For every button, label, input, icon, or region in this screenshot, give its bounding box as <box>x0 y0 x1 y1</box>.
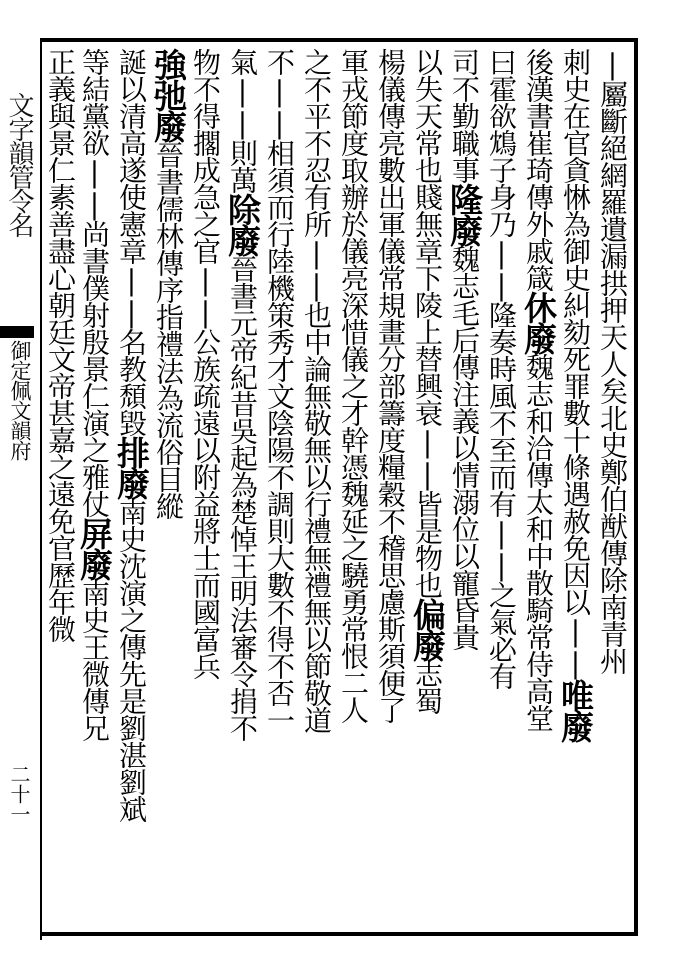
column-text: 物不得擱成 <box>189 48 222 183</box>
column-text: 之不平不忍有所||也中論無敬無以行禮無禮無以節敬道 <box>300 48 333 733</box>
text-column-8 <box>335 48 371 926</box>
column-text: 誕以清高遂使憲章||名教頹毀 <box>115 48 148 436</box>
column-text: 不||相須而行陸機策秀才文陰陽不調則大數不得不否一 <box>263 48 296 733</box>
column-text: 司不勤職事 <box>448 48 481 183</box>
text-column-4 <box>483 48 519 926</box>
column-text: 遠免官歷年微 <box>44 480 77 642</box>
text-column-12 <box>187 48 223 926</box>
page-number: 二十一 <box>7 764 31 824</box>
fishtail-mark <box>0 326 34 338</box>
column-text: 以失天常也 <box>411 48 444 183</box>
entry-heading: 強弛廢 <box>149 48 188 141</box>
entry-heading: 除廢 <box>223 193 262 255</box>
text-column-7 <box>372 48 408 926</box>
column-text: 晉書儒林傳序指禮法為流俗目縱 <box>152 141 185 519</box>
right-border <box>634 38 638 936</box>
column-text: 急之官||公族疏遠以附益將士而國富兵 <box>189 183 222 679</box>
text-column-1 <box>594 48 630 926</box>
column-text: 楊儀傳亮數出軍儀常規畫分部籌度糧穀不稽思慮斯須便了 <box>374 48 407 723</box>
text-column-16 <box>76 48 112 926</box>
entry-heading: 唯廢 <box>556 679 595 741</box>
text-column-2 <box>557 48 593 926</box>
page-margin <box>0 40 42 940</box>
column-text: 氣||則萬 <box>226 48 259 193</box>
entry-heading: 偏廢 <box>408 598 447 660</box>
book-title: 御定佩文韻府 <box>8 340 32 460</box>
column-text: 隆奏時風不至而有||之氣必有 <box>485 301 518 689</box>
entry-heading: 休廢 <box>519 291 558 353</box>
column-text: 軍戎節度取辦於儀亮深惜儀之才幹憑魏延之驍勇常恨二人 <box>337 48 370 723</box>
top-border <box>40 38 638 42</box>
column-text: 魏志和洽傳太和中散騎常侍高堂 <box>522 353 555 731</box>
column-text: 先是劉湛劉斌 <box>115 660 148 822</box>
text-column-11 <box>224 48 260 926</box>
column-text: 賤無章下陵上替興衰||皆是物也 <box>411 183 444 598</box>
column-text: 刺史在官貪惏為御史糾劾死罪數十條遇赦免因以|| <box>559 48 592 679</box>
column-text: 等結黨欲||尚書僕射殷景仁演之雅仗 <box>78 48 111 517</box>
column-text: |屬斷絕網羅遺漏拱押天人矣北史鄭伯猷傳除南青州 <box>596 48 629 674</box>
text-column-17 <box>42 48 78 926</box>
column-text: 魏志毛后傳注義以情溺位以寵昏貴 <box>448 245 481 650</box>
column-text: 後漢書崔琦傳外戚箴 <box>522 48 555 291</box>
entry-heading: 屏廢 <box>75 517 114 579</box>
text-column-6 <box>409 48 445 926</box>
text-column-3 <box>520 48 556 926</box>
column-text: 南史王微傳兄 <box>78 579 111 741</box>
column-text: 晉書元帝紀昔吳起為楚悼王明法審令捐不 <box>226 255 259 741</box>
entry-heading: 排廢 <box>112 436 151 498</box>
text-column-9 <box>298 48 334 926</box>
text-column-13 <box>150 48 186 926</box>
column-text: 志蜀 <box>411 660 444 714</box>
bottom-border <box>40 932 638 936</box>
column-text: 正義與景仁素善盡心朝廷文帝甚嘉之 <box>44 48 77 480</box>
margin-header-text: 文字韻管令名 <box>4 92 34 236</box>
column-text: 南史沈演之傳 <box>115 498 148 660</box>
column-text: 曰霍欲鴆子身乃|| <box>485 48 518 301</box>
text-column-10 <box>261 48 297 926</box>
text-column-5 <box>446 48 482 926</box>
text-column-14 <box>113 48 149 926</box>
entry-heading: 隆廢 <box>445 183 484 245</box>
